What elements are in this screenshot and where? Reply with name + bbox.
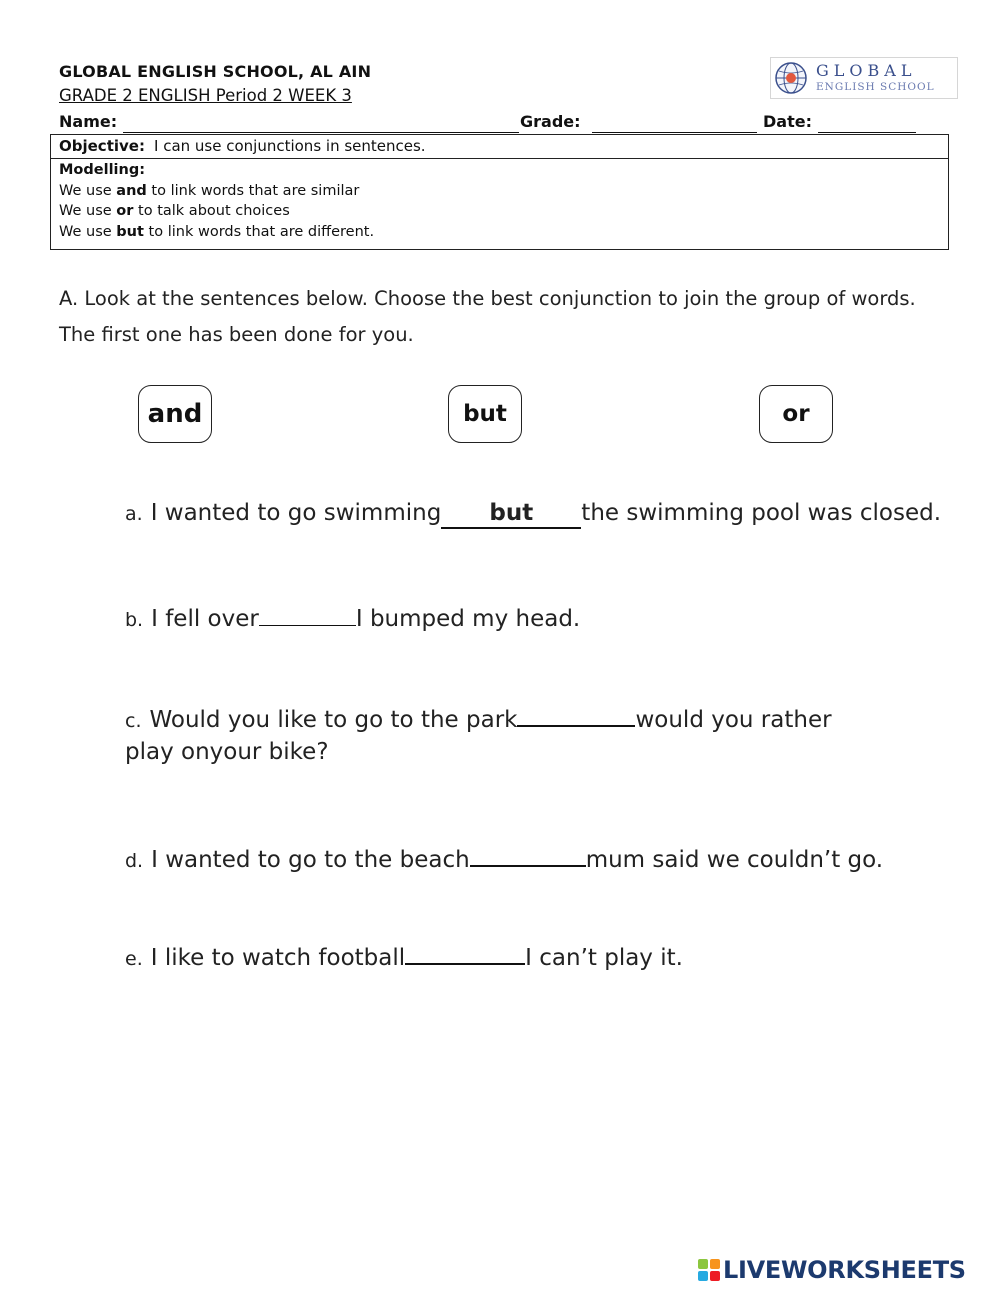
globe-emblem-icon: [774, 61, 808, 95]
question-text-before: Would you like to go to the park: [149, 707, 518, 733]
objective-box: [50, 134, 949, 250]
objective-text: I can use conjunctions in sentences.: [154, 137, 426, 155]
modelling-section: [59, 160, 374, 242]
grade-label: Grade:: [520, 112, 581, 131]
question-text-after: I can’t play it.: [525, 945, 683, 971]
answer-blank[interactable]: [405, 936, 525, 965]
question-a: [125, 500, 941, 529]
word-bank-and[interactable]: and: [138, 385, 212, 443]
question-e: [125, 936, 683, 971]
question-letter: b.: [125, 609, 144, 631]
name-label: Name:: [59, 112, 118, 131]
answer-value: but: [489, 500, 534, 526]
question-c: [125, 698, 832, 733]
logo-title: GLOBAL: [816, 61, 917, 81]
grade-period-line: GRADE 2 ENGLISH Period 2 WEEK 3: [59, 86, 352, 105]
answer-blank[interactable]: [517, 698, 635, 727]
question-text-after: the swimming pool was closed.: [581, 500, 942, 526]
question-text-before: I like to watch football: [150, 945, 406, 971]
objective-label: Objective:: [59, 137, 145, 155]
liveworksheets-brand: [698, 1256, 966, 1284]
question-text-before: I wanted to go to the beach: [151, 847, 470, 873]
question-letter: a.: [125, 503, 143, 525]
question-c-continued: play onyour bike?: [125, 739, 329, 765]
objective-row: [51, 135, 948, 159]
word-bank-or[interactable]: or: [759, 385, 833, 443]
colored-cubes-icon: [698, 1259, 720, 1281]
answer-blank[interactable]: [470, 838, 586, 867]
school-logo: [770, 57, 958, 99]
modelling-line: We use or to talk about choices: [59, 203, 290, 219]
question-text-after: would you rather: [635, 707, 832, 733]
cube-red: [710, 1271, 720, 1281]
instruction-line-1: A. Look at the sentences below. Choose the best conjunction to join the group of words.: [59, 287, 916, 310]
question-letter: c.: [125, 710, 142, 732]
date-label: Date:: [763, 112, 812, 131]
name-field[interactable]: [123, 132, 519, 133]
question-b: [125, 598, 580, 632]
question-d: [125, 838, 883, 873]
instruction-line-2: The first one has been done for you.: [59, 323, 414, 346]
answer-blank[interactable]: [259, 598, 356, 626]
question-text-before: I fell over: [151, 606, 259, 632]
logo-subtitle: ENGLISH SCHOOL: [816, 81, 935, 94]
word-bank-but[interactable]: but: [448, 385, 522, 443]
student-info-row: [59, 112, 929, 134]
question-text-before: I wanted to go swimming: [150, 500, 442, 526]
date-field[interactable]: [818, 132, 916, 133]
question-text-after: mum said we couldn’t go.: [585, 847, 884, 873]
cube-blue: [698, 1271, 708, 1281]
question-text-after: I bumped my head.: [355, 606, 581, 632]
cube-green: [698, 1259, 708, 1269]
cube-orange: [710, 1259, 720, 1269]
modelling-label: Modelling:: [59, 162, 146, 178]
school-name: GLOBAL ENGLISH SCHOOL, AL AIN: [59, 62, 372, 81]
modelling-line: We use but to link words that are different.: [59, 223, 375, 240]
question-letter: e.: [125, 948, 143, 970]
grade-field[interactable]: [592, 132, 757, 133]
modelling-line: We use and to link words that are similar: [59, 182, 360, 199]
answer-blank[interactable]: [441, 500, 581, 529]
question-letter: d.: [125, 850, 144, 872]
brand-text: LIVEWORKSHEETS: [723, 1256, 966, 1284]
